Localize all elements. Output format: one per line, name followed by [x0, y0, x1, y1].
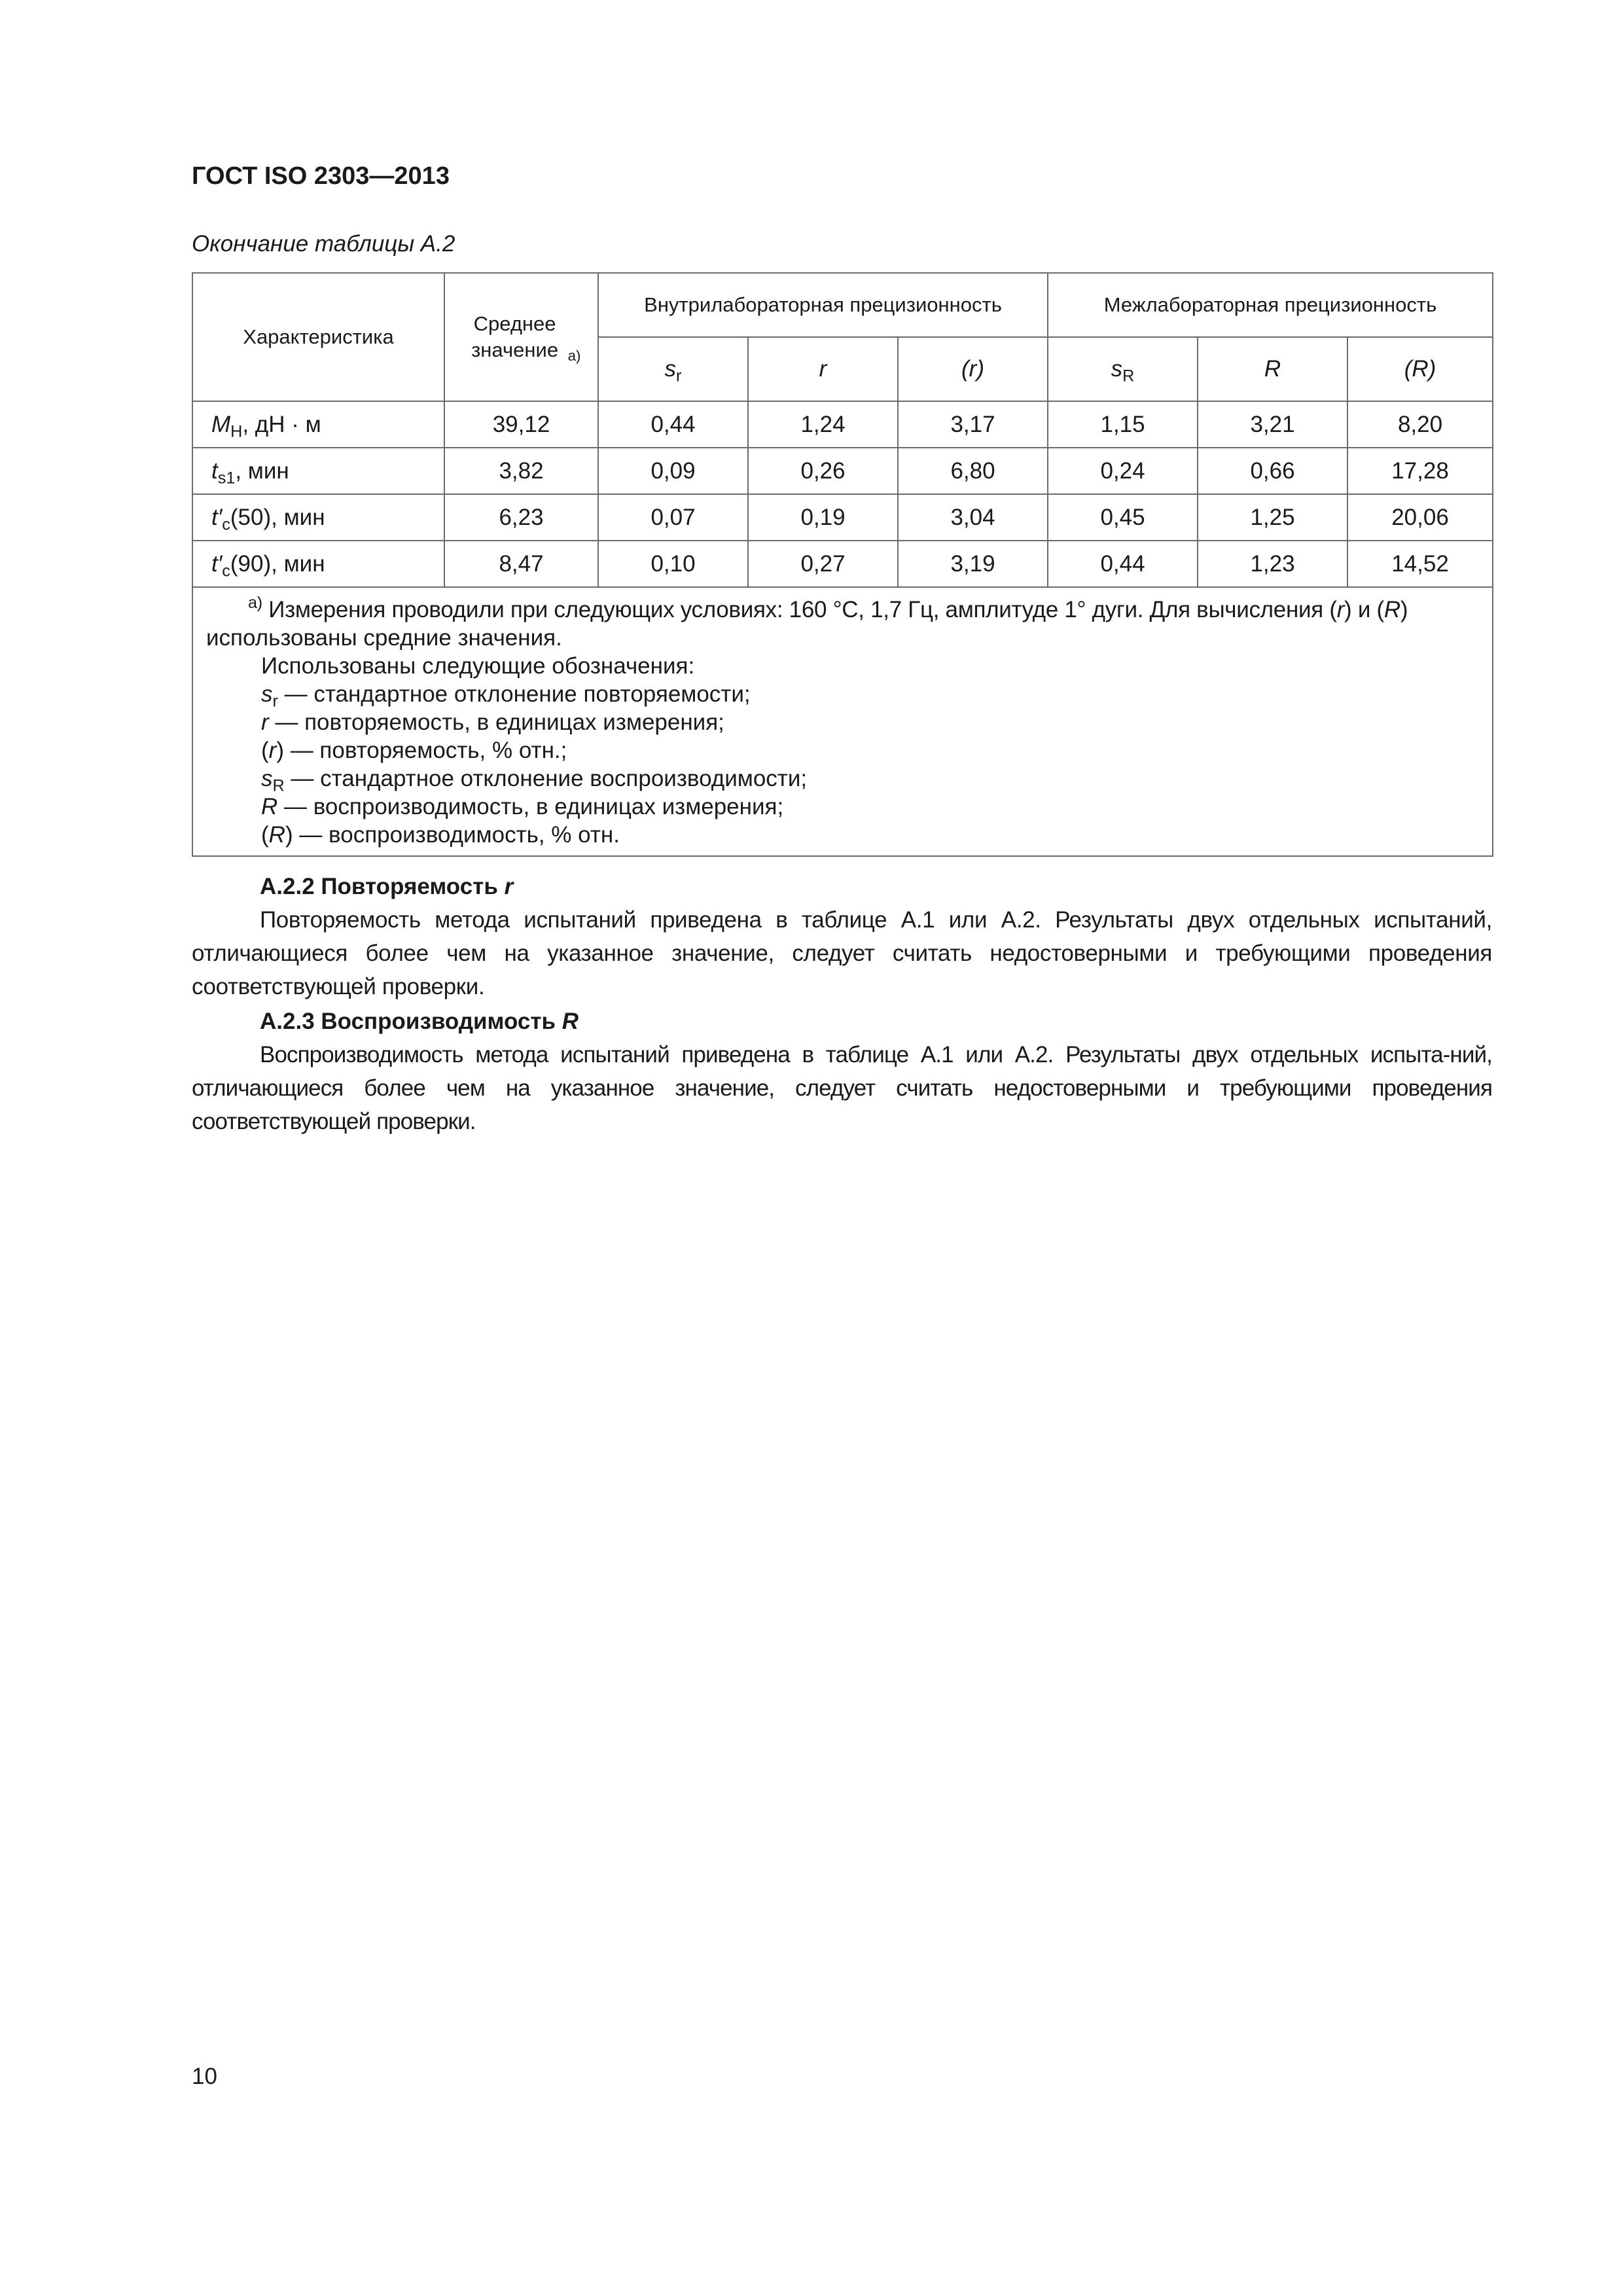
def-sym: s [261, 766, 273, 791]
row-idx: H [230, 422, 243, 441]
cell-sR: 1,15 [1048, 401, 1198, 448]
cell-r-percent: 3,17 [898, 401, 1048, 448]
section-reproducibility [192, 1005, 1492, 1138]
def-text: — повторяемость, в единицах измерения; [268, 709, 724, 735]
page-number: 10 [192, 2064, 217, 2089]
row-characteristic [192, 401, 444, 448]
def-text: ( [261, 738, 269, 763]
def-sym: R [261, 794, 278, 819]
cell-R: 1,25 [1198, 494, 1347, 541]
document-header: ГОСТ ISO 2303—2013 [192, 162, 450, 190]
section-title [192, 870, 1492, 903]
cell-r: 1,24 [748, 401, 898, 448]
cell-r-percent: 3,19 [898, 541, 1048, 587]
cell-mean: 3,82 [444, 448, 598, 494]
cell-sR: 0,44 [1048, 541, 1198, 587]
cell-sR: 0,24 [1048, 448, 1198, 494]
row-sym: t [211, 457, 218, 484]
note-text: ) и ( [1344, 597, 1384, 622]
definition-sr [206, 680, 1479, 711]
cell-sr: 0,10 [598, 541, 748, 587]
header-mean-note: а) [567, 347, 581, 364]
table-notes-row [192, 587, 1493, 856]
note-marker: а) [248, 594, 262, 613]
section-body: Воспроизводимость метода испытаний приведена в таблице А.1 или А.2. Результаты двух отдельных испыта-ний, отличающиеся более чем на указанное значение, следует считать недостоверными и требующими проведения соответствующей проверки. [192, 1042, 1492, 1134]
def-sym: s [261, 681, 273, 707]
section-title-text: А.2.3 Воспроизводимость [260, 1009, 562, 1034]
def-text: ) — воспроизводимость, % отн. [285, 822, 620, 848]
cell-sr: 0,07 [598, 494, 748, 541]
cell-sr: 0,09 [598, 448, 748, 494]
section-title-text: А.2.2 Повторяемость [260, 874, 505, 899]
cell-sR: 0,45 [1048, 494, 1198, 541]
definition-R [206, 793, 1479, 821]
header-sR-sym: s [1111, 356, 1123, 382]
cell-mean: 6,23 [444, 494, 598, 541]
header-mean-label: Среднее значение [471, 312, 559, 361]
section-body: Повторяемость метода испытаний приведена в таблице А.1 или А.2. Результаты двух отдельных испытаний, отличающиеся более чем на указанное значение, следует считать недостоверными и требующими проведения соответствующей проверки. [192, 907, 1492, 999]
definition-sR [206, 764, 1479, 793]
row-idx: c [222, 515, 230, 534]
row-suffix: (50), мин [230, 504, 325, 530]
cell-R-percent: 8,20 [1347, 401, 1493, 448]
cell-mean: 39,12 [444, 401, 598, 448]
note-sym: r [1336, 597, 1345, 622]
header-R-percent: (R) [1347, 337, 1493, 401]
cell-R-percent: 20,06 [1347, 494, 1493, 541]
definition-R-percent [206, 821, 1479, 849]
cell-R-percent: 14,52 [1347, 541, 1493, 587]
table-row [192, 494, 1493, 541]
def-idx: R [272, 776, 285, 795]
table-notes [192, 587, 1493, 856]
cell-mean: 8,47 [444, 541, 598, 587]
header-sr-idx: r [676, 367, 682, 386]
def-sym: r [261, 709, 269, 735]
definition-r [206, 708, 1479, 736]
row-characteristic [192, 448, 444, 494]
def-sym: R [268, 822, 285, 848]
section-title-sym: r [504, 874, 514, 899]
header-R: R [1198, 337, 1347, 401]
section-repeatability [192, 870, 1492, 1003]
row-characteristic [192, 494, 444, 541]
note-line: Использованы следующие обозначения: [261, 653, 695, 679]
cell-r: 0,19 [748, 494, 898, 541]
note-sym: R [1383, 597, 1400, 622]
header-mean [444, 273, 598, 401]
row-suffix: , дН · м [242, 411, 321, 437]
header-sR [1048, 337, 1198, 401]
cell-R: 3,21 [1198, 401, 1347, 448]
row-idx: c [222, 562, 230, 581]
def-text: — стандартное отклонение воспроизводимости; [284, 766, 808, 791]
cell-R: 1,23 [1198, 541, 1347, 587]
header-sr-sym: s [664, 356, 677, 382]
def-sym: r [268, 738, 277, 763]
header-intralab: Внутрилабораторная прецизионность [598, 273, 1048, 337]
note-line [206, 596, 1479, 624]
section-title-sym: R [562, 1009, 579, 1034]
header-interlab: Межлабораторная прецизионность [1048, 273, 1493, 337]
header-sr [598, 337, 748, 401]
row-suffix: , мин [235, 457, 289, 484]
table-row [192, 448, 1493, 494]
def-text: ( [261, 822, 269, 848]
header-characteristic: Характеристика [192, 273, 444, 401]
definition-r-percent [206, 736, 1479, 764]
table-row [192, 401, 1493, 448]
def-idx: r [272, 692, 278, 711]
row-sym: t′ [211, 550, 223, 577]
note-line: использованы средние значения. [206, 625, 562, 651]
section-title [192, 1005, 1492, 1038]
def-text: — стандартное отклонение повторяемости; [277, 681, 751, 707]
cell-r-percent: 6,80 [898, 448, 1048, 494]
cell-r: 0,27 [748, 541, 898, 587]
table-row [192, 541, 1493, 587]
note-text: ) [1400, 597, 1408, 622]
header-sR-idx: R [1122, 367, 1135, 386]
def-text: ) — повторяемость, % отн.; [276, 738, 567, 763]
row-sym: M [211, 411, 231, 437]
table-caption: Окончание таблицы А.2 [192, 231, 455, 257]
precision-table [192, 272, 1493, 857]
note-text: Измерения проводили при следующих условиях: 160 °С, 1,7 Гц, амплитуде 1° дуги. Для вычисления ( [262, 597, 1337, 622]
cell-r-percent: 3,04 [898, 494, 1048, 541]
header-r: r [748, 337, 898, 401]
row-sym: t′ [211, 504, 223, 530]
cell-R: 0,66 [1198, 448, 1347, 494]
row-suffix: (90), мин [230, 550, 325, 577]
cell-r: 0,26 [748, 448, 898, 494]
row-idx: s1 [217, 469, 236, 488]
cell-R-percent: 17,28 [1347, 448, 1493, 494]
def-text: — воспроизводимость, в единицах измерения; [277, 794, 784, 819]
cell-sr: 0,44 [598, 401, 748, 448]
header-r-percent: (r) [898, 337, 1048, 401]
row-characteristic [192, 541, 444, 587]
